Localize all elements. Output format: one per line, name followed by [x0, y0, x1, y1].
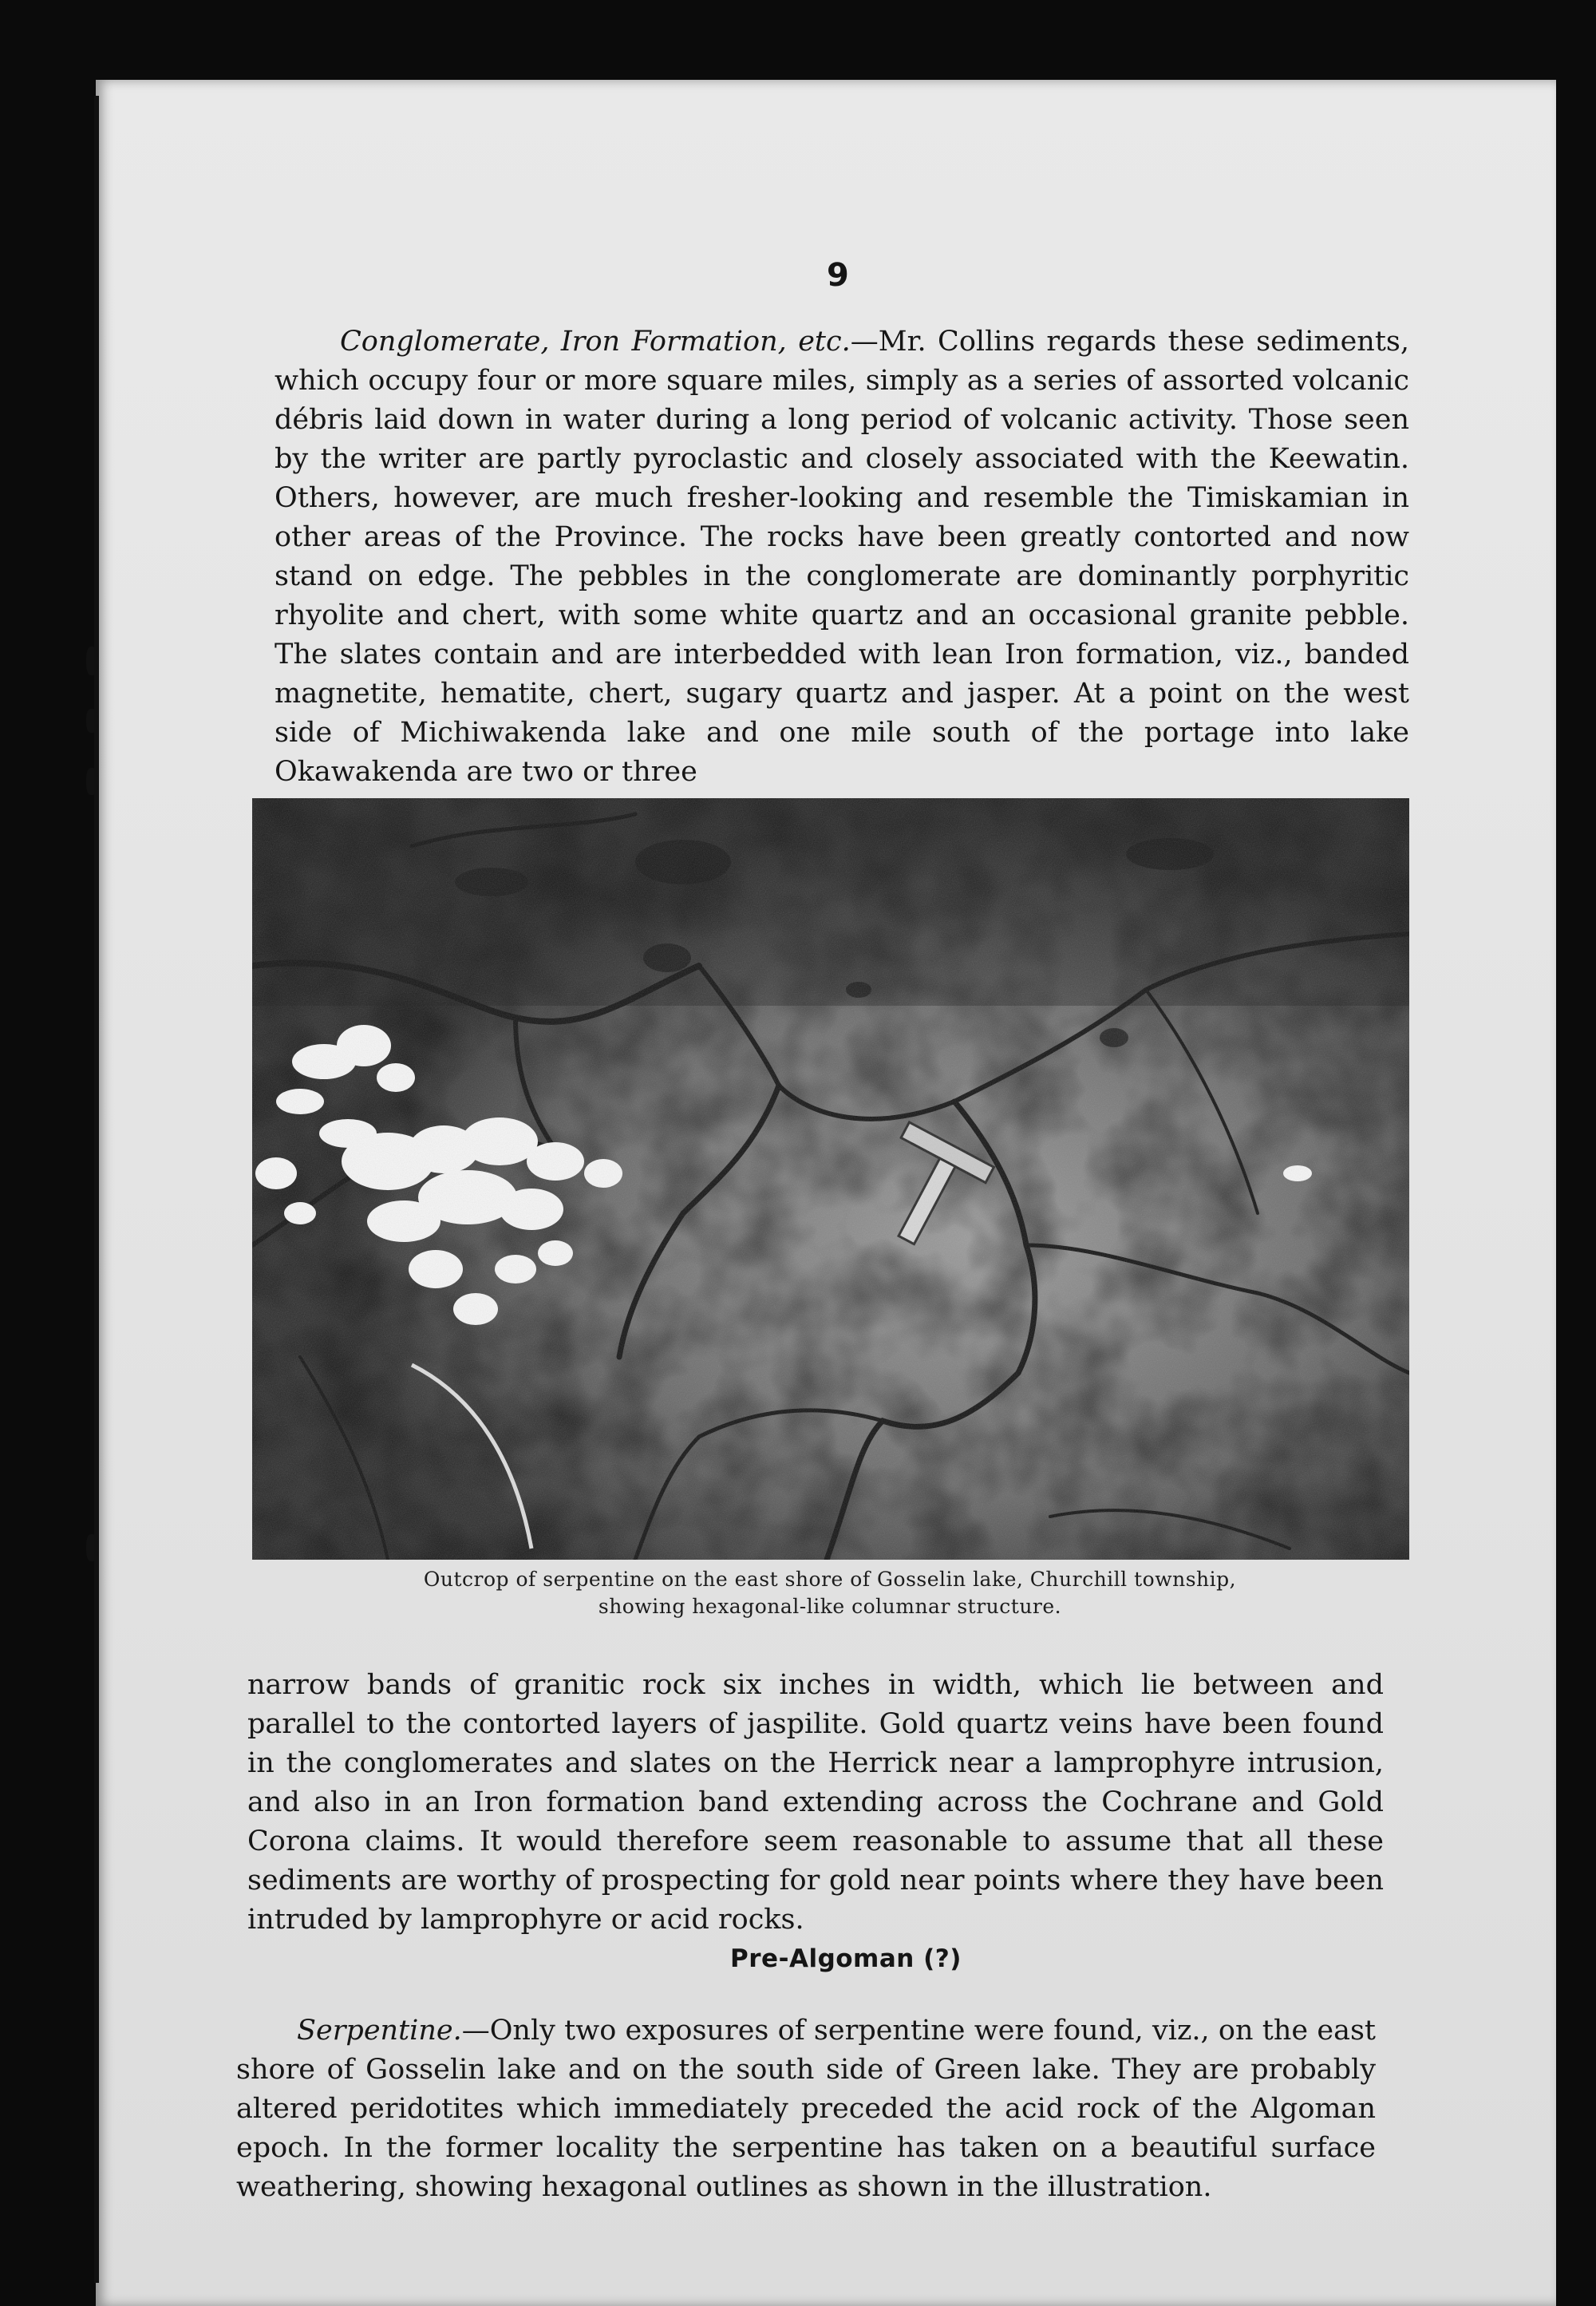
serpentine-outcrop-photo	[252, 798, 1409, 1560]
paragraph-continued: narrow bands of granitic rock six inches in width, which lie between and parallel to the contorted layers of jaspilite. Gold quartz veins have been found in the conglomerates and slates on the Herrick near a lamprophyre intrusion, and also in an Iron formation band extending across the Cochrane and Gold Corona claims. It would therefore seem reasonable to assume that all these sediments are worthy of prospecting for gold near points where they have been intruded by lamprophyre or acid rocks.	[247, 1669, 1384, 1936]
paragraph-lead-conglomerate: Conglomerate, Iron Formation, etc.	[340, 326, 851, 358]
section-heading-text: Pre-Algoman (?)	[730, 1944, 962, 1973]
caption-line-2: showing hexagonal-like columnar structure.	[598, 1595, 1062, 1618]
paragraph-body-serpentine: —Only two exposures of serpentine were found, viz., on the east shore of Gosselin lake and on the south side of Green lake. They are probably altered peridotites which immediately preceded the acid rock of the Algoman epoch. In the former locality the serpentine has taken on a beautiful surface weathering, showing hexagonal outlines as shown in the illustration.	[236, 2015, 1376, 2203]
paragraph-conglomerate	[275, 322, 1409, 792]
paragraph-body-conglomerate: —Mr. Collins regards these sediments, which occupy four or more square miles, simply as a series of assorted volcanic débris laid down in water during a long period of volcanic activity. Those seen by the writer are partly pyroclastic and closely associated with the Keewatin. Others, however, are much fresher-looking and resemble the Timiskamian in other areas of the Province. The rocks have been greatly contorted and now stand on edge. The pebbles in the conglomerate are dominantly porphyritic rhyolite and chert, with some white quartz and an occasional granite pebble. The slates contain and are interbedded with lean Iron formation, viz., banded magnetite, hematite, chert, sugary quartz and jasper. At a point on the west side of Michiwakenda lake and one mile south of the portage into lake Okawakenda are two or three	[275, 326, 1409, 788]
margin-mark	[86, 647, 97, 675]
margin-mark	[86, 768, 97, 795]
margin-mark	[86, 709, 97, 733]
margin-mark	[86, 1534, 97, 1561]
caption-line-1: Outcrop of serpentine on the east shore of Gosselin lake, Churchill township,	[423, 1568, 1237, 1591]
figure-caption	[263, 1566, 1396, 1620]
paragraph-lead-serpentine: Serpentine.	[297, 2015, 462, 2047]
paragraph-serpentine	[236, 2011, 1376, 2207]
page-number: 9	[827, 257, 849, 294]
section-heading-pre-algoman	[0, 1944, 1596, 1973]
